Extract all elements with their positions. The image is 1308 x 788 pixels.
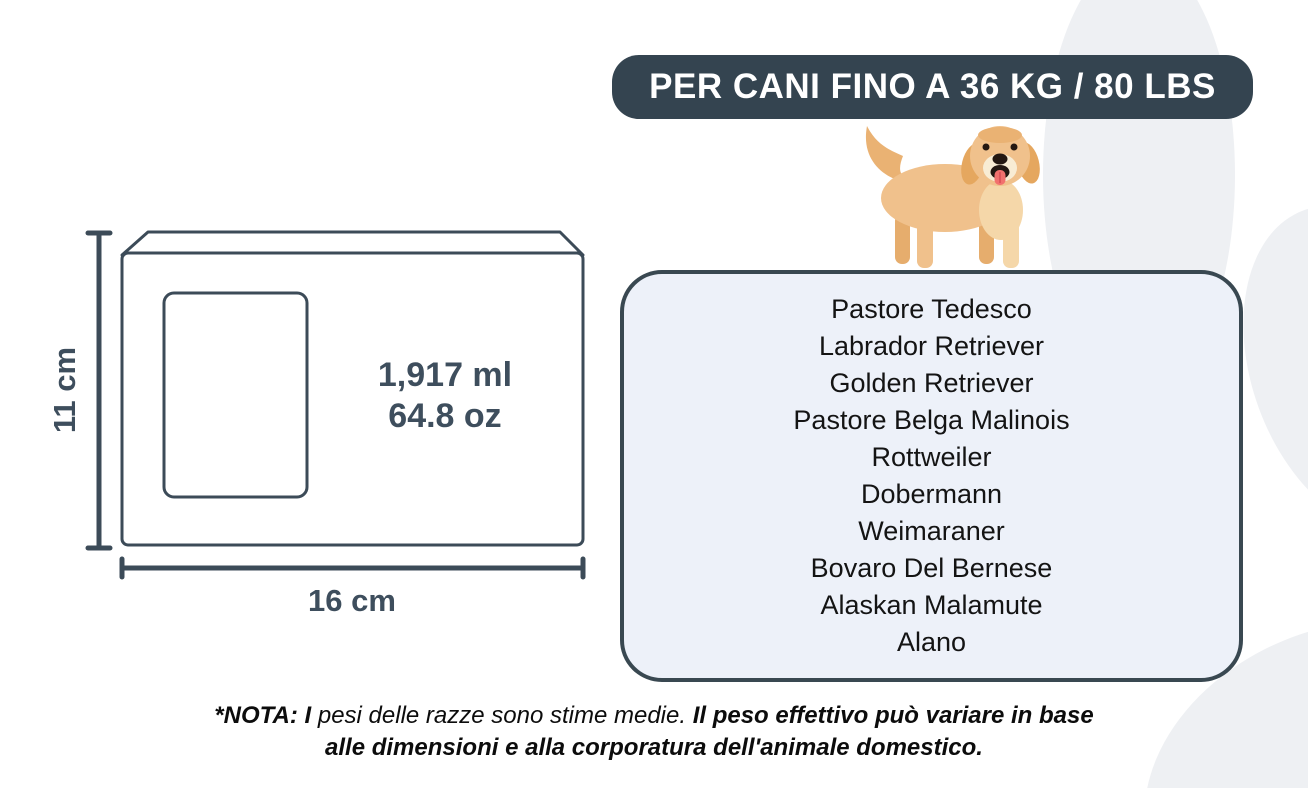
breed-item: Golden Retriever — [829, 368, 1034, 398]
size-banner-label: PER CANI FINO A 36 KG / 80 LBS — [649, 67, 1216, 106]
breed-item: Dobermann — [860, 479, 1003, 509]
footnote — [194, 700, 1114, 764]
height-dimension-line — [88, 233, 110, 548]
breed-item: Pastore Tedesco — [831, 294, 1032, 324]
height-dimension-label: 11 cm — [47, 346, 82, 434]
breed-list-box — [620, 270, 1243, 682]
breed-item: Alano — [896, 627, 967, 657]
volume-oz-label: 64.8 oz — [388, 397, 502, 435]
breed-item: Rottweiler — [871, 442, 992, 472]
footnote-regular: pesi delle razze sono stime medie. — [311, 702, 693, 729]
breed-item: Bovaro Del Bernese — [810, 553, 1053, 583]
width-dimension-line — [122, 559, 583, 577]
breed-item: Labrador Retriever — [818, 331, 1045, 361]
breed-item: Alaskan Malamute — [820, 590, 1043, 620]
breed-list — [793, 291, 1069, 661]
size-banner — [612, 55, 1253, 119]
footnote-bold-intro: *NOTA: I — [214, 702, 312, 729]
breed-item: Weimaraner — [858, 516, 1005, 546]
golden-retriever-icon — [843, 114, 1080, 268]
volume-labels — [310, 355, 580, 437]
footnote-bold-line1: Il peso effettivo può variare in base — [692, 702, 1094, 729]
breed-item: Pastore Belga Malinois — [793, 405, 1070, 435]
volume-ml-label: 1,917 ml — [377, 356, 513, 394]
width-dimension-label: 16 cm — [308, 583, 396, 618]
footnote-bold-line2: alle dimensioni e alla corporatura dell'animale domestico. — [325, 734, 983, 761]
